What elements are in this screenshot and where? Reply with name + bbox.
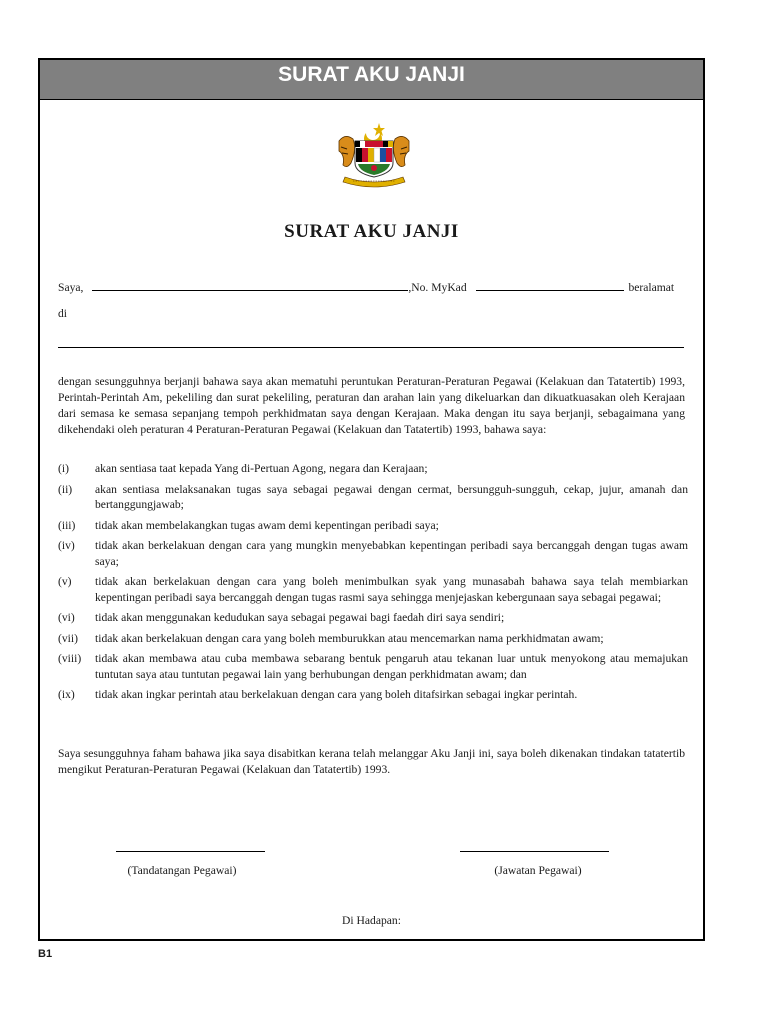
undertaking-list <box>58 461 688 708</box>
document-frame <box>38 58 705 941</box>
list-item <box>58 651 688 682</box>
list-item <box>58 687 688 703</box>
signature-label-left: (Tandatangan Pegawai) <box>127 864 237 877</box>
item-number: (iv) <box>58 539 75 552</box>
item-text: akan sentiasa taat kepada Yang di-Pertuan Agong, negara dan Kerajaan; <box>95 462 428 475</box>
intro-paragraph: dengan sesungguhnya berjanji bahawa saya akan mematuhi peruntukan Peraturan-Peraturan Pegawai (Kelakuan dan Tatatertib) 1993, Perintah-Perintah Am, pekeliling dan surat pekeliling, peraturan dan arahan lain yang dikeluarkan dan dikuatkuasakan oleh Kerajaan dari semasa ke semasa sepanjang tempoh perkhidmatan saya dengan Kerajaan. Maka dengan itu saya berjanji, sebagaimana yang dikehendaki oleh peraturan 4 Peraturan-Peraturan Pegawai (Kelakuan dan Tatatertib) 1993, bahawa saya: <box>58 375 685 436</box>
item-number: (ix) <box>58 688 75 701</box>
item-text: akan sentiasa melaksanakan tugas saya sebagai pegawai dengan cermat, bersungguh-sungguh, cekap, jujur, amanah dan bertanggungjawab; <box>95 482 688 511</box>
list-item <box>58 482 688 513</box>
item-number: (viii) <box>58 652 82 665</box>
item-number: (vii) <box>58 631 78 645</box>
banner-title: SURAT AKU JANJI <box>40 60 703 100</box>
di-label: di <box>58 307 68 320</box>
beralamat-label: beralamat <box>628 281 675 294</box>
item-number: (v) <box>58 575 72 588</box>
closing-paragraph: Saya sesungguhnya faham bahawa jika saya disabitkan kerana telah melanggar Aku Janji ini, saya boleh dikenakan tindakan tatatertib mengikut Peraturan-Peraturan Pegawai (Kelakuan dan Tatatertib) 1993. <box>58 747 685 776</box>
page-code: B1 <box>38 948 53 960</box>
signature-line-left[interactable] <box>116 851 265 852</box>
address-field[interactable] <box>58 347 684 348</box>
item-text: tidak akan berkelakuan dengan cara yang mungkin menyebabkan kepentingan peribadi saya bercanggah dengan tugas awam saya; <box>95 539 688 568</box>
list-item <box>58 574 688 605</box>
item-text: tidak akan ingkar perintah atau berkelakuan dengan cara yang boleh ditafsirkan sebagai ingkar perintah. <box>95 688 578 701</box>
malaysia-coat-of-arms-icon <box>331 119 417 189</box>
document-title: SURAT AKU JANJI <box>284 221 459 242</box>
mykad-label: ,No. MyKad <box>408 281 467 294</box>
item-text: tidak akan berkelakuan dengan cara yang boleh menimbulkan syak yang munasabah bahawa saya telah membiarkan kepentingan peribadi saya bercanggah dengan tugas rasmi saya sehingga menjejaskan kebergunaan saya sebagai pegawai; <box>95 575 688 604</box>
item-text: tidak akan membawa atau cuba membawa sebarang bentuk pengaruh atau tekanan luar untuk menyokong atau memajukan tuntutan saya atau tuntutan pegawai lain yang berhubungan dengan perkhidmatan awam; dan <box>95 652 688 681</box>
name-mykad-line <box>58 279 688 294</box>
mykad-field[interactable] <box>476 279 624 291</box>
item-number: (vi) <box>58 611 75 624</box>
saya-label: Saya, <box>58 281 84 294</box>
item-text: tidak akan berkelakuan dengan cara yang boleh memburukkan atau mencemarkan nama perkhidmatan awam; <box>95 631 604 645</box>
item-text: tidak akan menggunakan kedudukan saya sebagai pegawai bagi faedah diri saya sendiri; <box>95 611 505 624</box>
name-field[interactable] <box>92 279 408 291</box>
list-item <box>58 538 688 569</box>
list-item <box>58 461 688 477</box>
di-hadapan-label: Di Hadapan: <box>342 914 401 927</box>
item-number: (ii) <box>58 482 73 496</box>
signature-label-right: (Jawatan Pegawai) <box>494 864 582 877</box>
item-number: (iii) <box>58 518 76 532</box>
list-item <box>58 518 688 534</box>
item-text: tidak akan membelakangkan tugas awam demi kepentingan peribadi saya; <box>95 518 439 532</box>
list-item <box>58 610 688 626</box>
signature-line-right[interactable] <box>460 851 609 852</box>
list-item <box>58 631 688 647</box>
item-number: (i) <box>58 462 69 475</box>
